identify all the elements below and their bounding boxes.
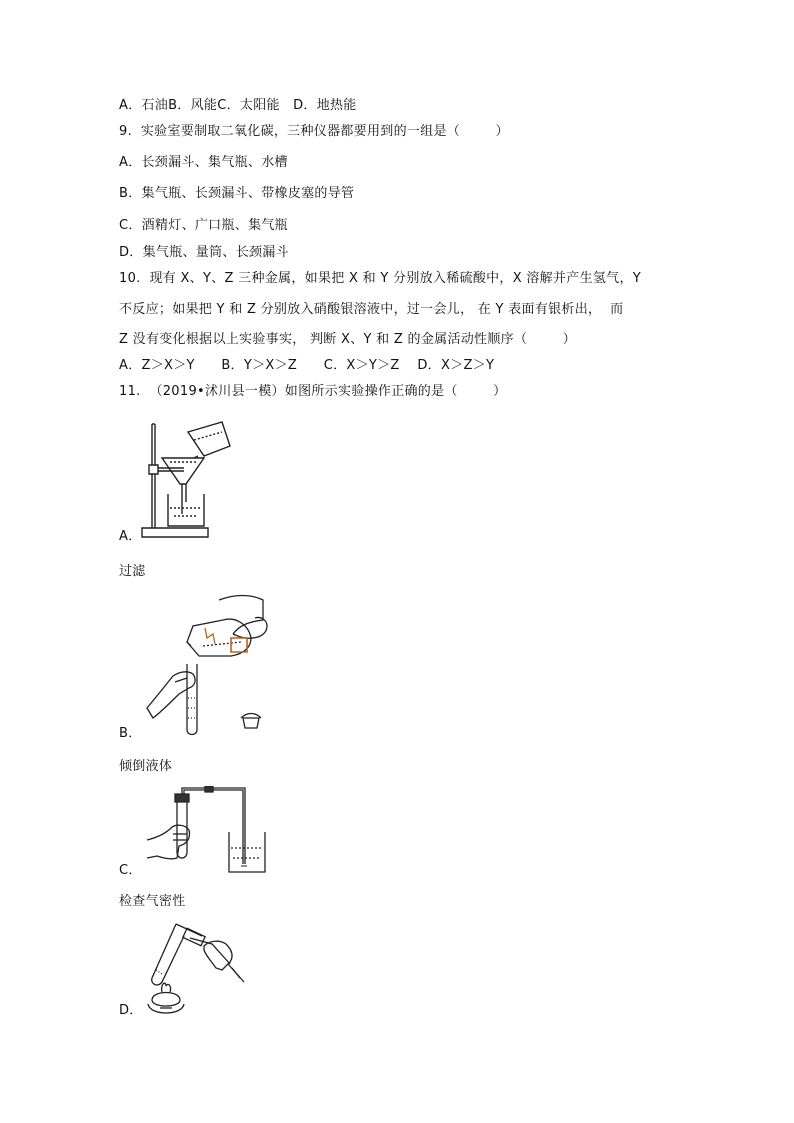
q11-d-label: D． xyxy=(119,1003,143,1018)
q11-c-label: C． xyxy=(119,863,142,878)
q9-option-c: C．酒精灯、广口瓶、集气瓶 xyxy=(119,218,288,233)
q11-b-caption: 倾倒液体 xyxy=(119,759,173,774)
q9-option-b: B．集气瓶、长颈漏斗、带橡皮塞的导管 xyxy=(119,186,355,201)
q10-options: A．Z＞X＞Y B．Y＞X＞Z C．X＞Y＞Z D．X＞Z＞Y xyxy=(119,358,495,373)
q9-option-d: D．集气瓶、量筒、长颈漏斗 xyxy=(119,245,289,260)
q11-b-label: B． xyxy=(119,726,142,741)
q11-c-caption: 检查气密性 xyxy=(119,894,186,909)
airtightness-figure xyxy=(143,786,273,882)
q9-stem: 9. 实验室要制取二氧化碳，三种仪器都要用到的一组是（ ） xyxy=(119,124,509,139)
filtration-figure xyxy=(140,412,240,540)
q11-a-label: A． xyxy=(119,529,142,544)
q9-option-a: A．长颈漏斗、集气瓶、水槽 xyxy=(119,155,288,170)
heating-figure xyxy=(140,920,250,1020)
q10-stem-line3: Z 没有变化根据以上实验事实， 判断 X、Y 和 Z 的金属活动性顺序（ ） xyxy=(119,332,577,347)
q11-stem: 11. （2019•沭川县一模）如图所示实验操作正确的是（ ） xyxy=(119,384,507,399)
q8-options: A．石油B．风能C．太阳能 D．地热能 xyxy=(119,98,357,113)
q11-a-caption: 过滤 xyxy=(119,564,146,579)
q10-stem-line2: 不反应；如果把 Y 和 Z 分别放入硝酸银溶液中，过一会儿， 在 Y 表面有银析出， 而 xyxy=(119,302,624,317)
q10-stem-line1: 10. 现有 X、Y、Z 三种金属，如果把 X 和 Y 分别放入稀硫酸中，X 溶解并产生氢气，Y xyxy=(119,271,642,286)
pouring-liquid-figure xyxy=(143,590,273,740)
